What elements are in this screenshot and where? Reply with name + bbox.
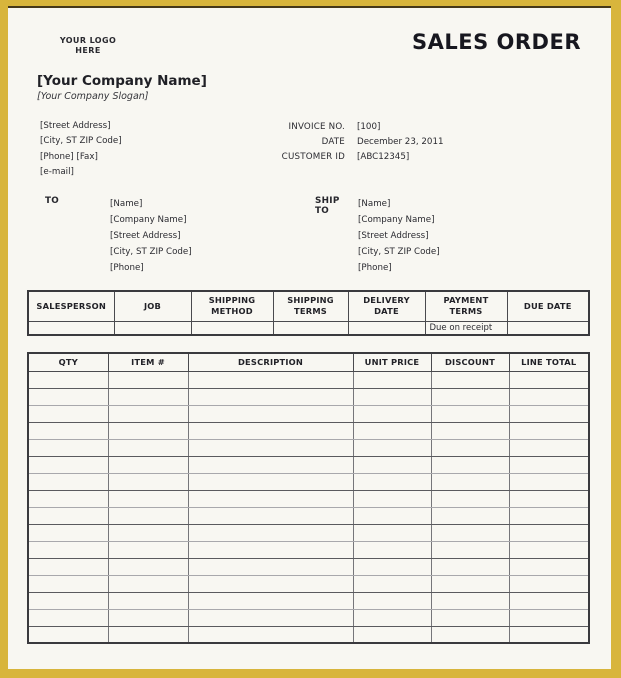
table-cell	[509, 473, 589, 490]
city-state-zip-placeholder: [City, ST ZIP Code]	[40, 136, 122, 147]
scan-border-top-line	[0, 6, 621, 8]
table-cell	[431, 592, 509, 609]
table-cell	[188, 507, 353, 524]
scan-border-bottom	[0, 669, 621, 678]
ship-to-company: [Company Name]	[358, 215, 435, 225]
table-cell	[431, 507, 509, 524]
company-slogan-placeholder: [Your Company Slogan]	[37, 91, 149, 102]
invoice-info-block	[255, 120, 444, 165]
table-cell	[509, 524, 589, 541]
table-row	[28, 575, 589, 592]
table-cell	[28, 371, 108, 388]
column-header: LINE TOTAL	[509, 353, 589, 371]
table-cell	[28, 609, 108, 626]
table-cell	[28, 575, 108, 592]
table-cell	[28, 321, 114, 335]
bill-to-name: [Name]	[110, 199, 143, 209]
table-cell	[353, 558, 431, 575]
table-cell	[353, 626, 431, 643]
table-cell	[353, 405, 431, 422]
line-items-table-body	[28, 371, 589, 643]
page-title: SALES ORDER	[411, 30, 581, 54]
table-row	[28, 524, 589, 541]
bill-to-label: TO	[45, 196, 60, 206]
column-header: DUE DATE	[507, 291, 589, 321]
table-cell	[509, 609, 589, 626]
table-cell	[188, 405, 353, 422]
ship-to-phone: [Phone]	[358, 263, 392, 273]
table-cell	[353, 490, 431, 507]
table-cell	[108, 609, 188, 626]
table-cell	[353, 439, 431, 456]
table-cell	[509, 626, 589, 643]
table-cell	[509, 507, 589, 524]
ship-to-name: [Name]	[358, 199, 391, 209]
invoice-number-label: INVOICE NO.	[288, 122, 345, 132]
table-cell	[353, 388, 431, 405]
table-cell	[431, 490, 509, 507]
invoice-date-label: DATE	[321, 137, 345, 147]
table-cell	[28, 507, 108, 524]
table-cell	[28, 558, 108, 575]
column-header: DELIVERY DATE	[348, 291, 425, 321]
table-row	[28, 456, 589, 473]
table-cell	[431, 575, 509, 592]
order-info-table-body	[28, 321, 589, 335]
table-cell	[108, 592, 188, 609]
table-cell	[353, 422, 431, 439]
table-cell	[431, 541, 509, 558]
column-header: DESCRIPTION	[188, 353, 353, 371]
table-cell	[509, 371, 589, 388]
table-row	[28, 592, 589, 609]
table-cell	[28, 405, 108, 422]
customer-id-label: CUSTOMER ID	[281, 152, 345, 162]
column-header: ITEM #	[108, 353, 188, 371]
table-cell	[353, 609, 431, 626]
table-cell	[188, 388, 353, 405]
table-cell	[431, 388, 509, 405]
street-address-placeholder: [Street Address]	[40, 121, 111, 131]
table-cell	[108, 371, 188, 388]
table-cell	[28, 439, 108, 456]
table-cell	[28, 541, 108, 558]
table-cell	[509, 422, 589, 439]
table-cell	[353, 456, 431, 473]
table-cell	[507, 321, 589, 335]
table-cell	[108, 456, 188, 473]
table-cell	[188, 439, 353, 456]
table-cell	[28, 524, 108, 541]
table-cell	[188, 473, 353, 490]
invoice-number-value: [100]	[357, 122, 381, 132]
table-row	[28, 541, 589, 558]
column-header: JOB	[114, 291, 191, 321]
logo-placeholder-line2: HERE	[75, 45, 101, 55]
table-cell	[28, 592, 108, 609]
table-cell	[188, 558, 353, 575]
column-header: SHIPPING METHOD	[191, 291, 273, 321]
table-cell	[188, 490, 353, 507]
table-cell	[509, 575, 589, 592]
ship-to-street: [Street Address]	[358, 231, 429, 241]
table-cell	[353, 575, 431, 592]
header-row	[28, 353, 589, 371]
table-cell	[188, 456, 353, 473]
invoice-date-value: December 23, 2011	[357, 137, 444, 147]
table-cell	[509, 439, 589, 456]
table-cell	[108, 524, 188, 541]
order-info-table-header	[28, 291, 589, 321]
table-cell	[431, 473, 509, 490]
column-header: UNIT PRICE	[353, 353, 431, 371]
table-row	[28, 422, 589, 439]
table-cell	[108, 388, 188, 405]
bill-to-city: [City, ST ZIP Code]	[110, 247, 192, 257]
table-cell	[353, 507, 431, 524]
table-cell	[431, 558, 509, 575]
table-cell	[28, 388, 108, 405]
table-cell	[188, 422, 353, 439]
table-cell	[114, 321, 191, 335]
line-items-table	[27, 352, 590, 644]
table-cell	[108, 490, 188, 507]
table-cell	[188, 575, 353, 592]
table-row	[28, 490, 589, 507]
line-items-table-header	[28, 353, 589, 371]
table-cell	[108, 507, 188, 524]
logo-placeholder-line1: YOUR LOGO	[59, 36, 117, 45]
table-row	[28, 405, 589, 422]
invoice-date-row	[255, 135, 444, 150]
table-cell	[108, 473, 188, 490]
table-cell	[108, 541, 188, 558]
table-cell	[509, 541, 589, 558]
column-header: PAYMENT TERMS	[425, 291, 507, 321]
table-cell	[509, 490, 589, 507]
bill-to-block	[110, 196, 192, 276]
phone-fax-placeholder: [Phone] [Fax]	[40, 151, 98, 162]
table-cell	[353, 371, 431, 388]
table-cell	[108, 439, 188, 456]
bill-to-street: [Street Address]	[110, 231, 181, 241]
company-name-placeholder: [Your Company Name]	[37, 73, 207, 89]
table-cell	[431, 609, 509, 626]
table-cell	[431, 626, 509, 643]
customer-id-row	[255, 150, 444, 165]
table-row	[28, 507, 589, 524]
ship-to-city: [City, ST ZIP Code]	[358, 247, 440, 257]
table-cell	[28, 473, 108, 490]
table-cell	[108, 575, 188, 592]
table-cell	[191, 321, 273, 335]
table-cell	[188, 626, 353, 643]
ship-to-label: SHIP TO	[315, 196, 340, 216]
column-header: DISCOUNT	[431, 353, 509, 371]
order-info-table	[27, 290, 590, 336]
table-cell	[431, 524, 509, 541]
table-cell	[509, 558, 589, 575]
table-cell	[509, 456, 589, 473]
table-row	[28, 439, 589, 456]
bill-to-company: [Company Name]	[110, 215, 187, 225]
bill-to-phone: [Phone]	[110, 263, 144, 273]
table-cell	[188, 524, 353, 541]
table-cell	[188, 541, 353, 558]
table-row	[28, 558, 589, 575]
table-cell	[108, 422, 188, 439]
table-cell	[28, 626, 108, 643]
table-cell	[431, 405, 509, 422]
table-cell	[431, 422, 509, 439]
table-cell	[353, 473, 431, 490]
table-cell	[188, 609, 353, 626]
table-cell	[108, 558, 188, 575]
table-cell	[353, 592, 431, 609]
email-placeholder: [e-mail]	[40, 167, 74, 178]
table-cell	[28, 422, 108, 439]
table-row	[28, 388, 589, 405]
table-cell	[431, 456, 509, 473]
table-cell	[28, 490, 108, 507]
table-cell	[188, 371, 353, 388]
column-header: QTY	[28, 353, 108, 371]
table-row	[28, 321, 589, 335]
table-cell	[509, 405, 589, 422]
table-cell	[108, 405, 188, 422]
table-cell	[353, 524, 431, 541]
scan-border-right	[611, 0, 621, 678]
table-row	[28, 371, 589, 388]
table-cell	[431, 439, 509, 456]
column-header: SHIPPING TERMS	[273, 291, 348, 321]
table-cell: Due on receipt	[425, 321, 507, 335]
table-cell	[348, 321, 425, 335]
logo-placeholder	[48, 36, 128, 55]
table-cell	[431, 371, 509, 388]
column-header: SALESPERSON	[28, 291, 114, 321]
table-cell	[188, 592, 353, 609]
company-address-block	[40, 119, 122, 181]
table-row	[28, 609, 589, 626]
customer-id-value: [ABC12345]	[357, 152, 410, 162]
ship-to-block	[358, 196, 440, 276]
table-cell	[353, 541, 431, 558]
table-cell	[273, 321, 348, 335]
invoice-number-row	[255, 120, 444, 135]
table-cell	[509, 592, 589, 609]
table-cell	[28, 456, 108, 473]
table-cell	[108, 626, 188, 643]
header-row	[28, 291, 589, 321]
table-cell	[509, 388, 589, 405]
table-row	[28, 473, 589, 490]
table-row	[28, 626, 589, 643]
scan-border-left	[0, 0, 8, 678]
